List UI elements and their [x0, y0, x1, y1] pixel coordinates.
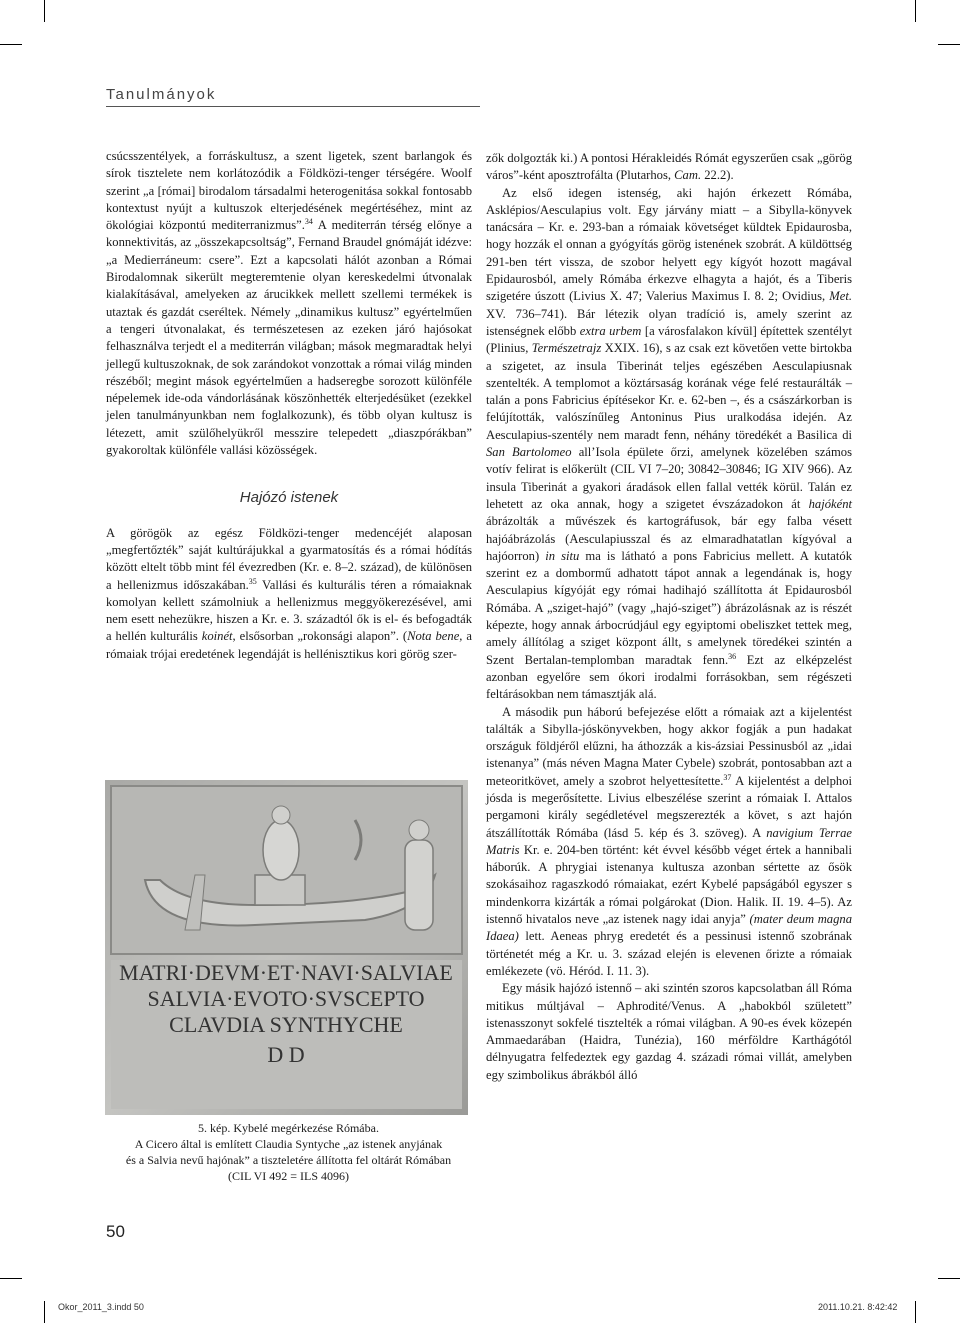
footnote-ref: 37 [723, 772, 732, 782]
italic-term: hajóként [808, 496, 852, 511]
text-run: XV. 736–741). Bár létezik olyan tradíció is, amely szerint az istenségnek előbb [486, 306, 852, 338]
paragraph [486, 704, 852, 981]
slug-timestamp: 2011.10.21. 8:42:42 [818, 1302, 898, 1312]
italic-term: in situ [545, 548, 580, 563]
text-run: lett. Aeneas phryg eredetét és a pessinusi istennő szobrának történetét még a Kr. u. 3. század elején is elevenen őrizte a rómaiak emlékezete (vö. Héród. I. 11. 3). [486, 929, 852, 978]
left-column [106, 148, 472, 663]
right-column [486, 150, 852, 1084]
text-run: A kijelentést a delphoi jósda is megerősítette. Livius elbeszélése szerint a rómaiak I. Attalos pergamoni király segédletével megszerezték a követ, s azt hajón átszállították Rómába (lásd 5. kép és 3. szöveg). A [486, 773, 852, 840]
crop-mark [0, 44, 22, 45]
text-run: Az első idegen istenség, aki hajón érkezett Rómába, Asklépios/Aesculapius volt. Egy járvány miatt – a Sibylla-könyvek tanácsára – Kr. e. 293-ban a rómaiak követséget küldtek Epidaurosba, hogy hozzák el onnan a gyógyítás görög istenének szobrát. A küldöttség 291-ben tért vissza, de szobor helyett egy kígyót hozott magával Epidaurosból, amely Rómába érkezve elhagyta a hajót, és a Tiberis szigetére úszott (Livius X. 47; Valerius Maximus I. 8. 2; Ovidius, [486, 185, 852, 304]
text-run: zők dolgozták ki.) A pontosi Hérakleidés Rómát egyszerűen csak „görög város”-ként aposztrofálta (Plutarhos, [486, 151, 852, 183]
inscription-line: D D [267, 1042, 305, 1067]
italic-term: San Bartolomeo [486, 445, 572, 460]
italic-term: Cam. [674, 168, 702, 183]
italic-term: Met. [829, 289, 852, 304]
crop-mark [915, 1301, 916, 1323]
text-run: ma is látható a pons Fabricius mellett. A kutatók szerint ez a dombormű adhatott tápot annak a legendának is, hogy Aesculapius kígyóját egy római hadihajó szállította át Epidaurosból Rómába. A „sziget-hajó” (vagy „hajó-sziget”) ábrázolásnak az is részét képezte, hogy annak árbocrúdjául egy egyiptomi obeliszket tettek meg, amely állítólag a sziget központ állt, s amelynek töredékei szintén a Szent Bertalan-templomban maradtak fenn. [486, 548, 852, 667]
italic-term: koinét [201, 629, 233, 644]
italic-term: Nota bene, [407, 629, 463, 644]
inscription-line: SALVIA·EVOTO·SVSCEPTO [147, 986, 425, 1011]
paragraph [486, 980, 852, 1084]
italic-term: navigium Terrae Matris [486, 825, 852, 857]
crop-mark [915, 0, 916, 22]
page-number: 50 [106, 1222, 125, 1241]
text-run: 22.2). [701, 168, 734, 183]
text-run: csúcsszentélyek, a forráskultusz, a szent ligetek, szent barlangok és sírok tisztelete nem korlátozódik a Földközi-tenger térségére. Woolf szerint „a [római] birodalom társadalmi heterogenitása sokkal fontosabb kontextust nyújt a kultuszok elterjedésének megértéséhez, mint az ökológiai központú mediterranizmus”. [106, 149, 472, 233]
paragraph [106, 525, 472, 663]
text-run: Vallási és kulturális téren a rómaiaknak komolyan kellett számolniuk a hellenizmus meggyökerezésével, ami nem esett nehezükre, hiszen a Kr. e. 3. századtól ők is el- és befogadták a hellén kulturális [106, 577, 472, 644]
relief-image [105, 780, 468, 1115]
crop-mark [0, 1278, 22, 1279]
text-run: Egy másik hajózó istennő – aki szintén szoros kapcsolatban áll Róma mitikus múltjával – Aphrodité/Venus. A „habokból született” istenasszonyt sokfelé tisztelték a római világban. A 90-es évek közepén Ammaedarában (Haidra, Tunézia), 160 mérföldre Karthágótól délnyugatra felfedeztek egy gazdag 4. századi római villát, amelyben egy szimbolikus ábrákból álló [486, 981, 852, 1082]
caption-line: A Cicero által is említett Claudia Syntyche „az istenek anyjának [134, 1137, 443, 1151]
italic-term: (mater deum magna Idaea) [486, 912, 852, 944]
text-run: A második pun háború befejezése előtt a rómaiak azt a kijelentést találták a Sibylla-jóskönyvekben, hogy akkor fogják a pun hadakat országuk földjéről elűzni, ha áthozzák a kis-ázsiai Pessinusból az „idai istenanya” (más néven Magna Mater Cybele) szobrát, pontosabban azt a meteoritkövet, amely a szobrot helyettesítette. [486, 704, 852, 788]
text-run: Kr. e. 204-ben történt: két évvel később véget értek a hannibali háborúk. A phrygiai istenanya kultusza azonban sértette az ősök szokásaihoz ragaszkodó rómaiakat, ezért Kybelé papságából egyszer s mindenkorra kizárták a római polgárokat (Dion. Halik. II. 19. 4–5). Az istennő hivatalos neve „az istenek nagy idai anyja” [486, 842, 852, 927]
figure-caption [102, 1120, 475, 1184]
crop-mark [938, 44, 960, 45]
text-run: [a városfalakon kívül] építettek szentélyt (Plinius, [486, 323, 852, 356]
text-run: , elsősorban „rokonsági alapon”. ( [232, 629, 408, 644]
footnote-ref: 34 [304, 217, 313, 226]
footnote-ref: 36 [728, 651, 737, 661]
slug-file: Okor_2011_3.indd 50 [58, 1302, 144, 1312]
footnote-ref: 35 [248, 576, 257, 586]
caption-line: (CIL VI 492 = ILS 4096) [227, 1169, 350, 1183]
section-name: Tanulmányok [106, 86, 217, 103]
caption-line: és a Salvia nevű hajónak” a tiszteletére állította fel oltárát Rómában [125, 1153, 452, 1167]
inscription-line: CLAVDIA SYNTHYCHE [169, 1012, 403, 1037]
text-run: A görögök az egész Földközi-tenger medencéjét alaposan „megfertőzték” saját kultúrájukkal a gyarmatosítás és a római hódítás között eltelt több mint fél évezredben (Kr. e. 8–2. század), de különösen a hellenizmus időszakában. [106, 525, 472, 592]
section-heading: Hajózó istenek [239, 489, 339, 507]
italic-term: extra urbem [579, 323, 642, 338]
text-run: Ezt az elképzelést azonban egyelőre sem ókori irodalmi forrásokban, sem régészeti feltárásokban nem támasztják alá. [486, 652, 852, 702]
text-run: XXIX. 16), s az csak ezt követően vette birtokba a szigetet, az insula Tiberinát teljes egészében Aesculapiusnak szentelték. A templomot a köztársaság korának vége felé restaurálták – talán a pons Fabricius építésekor Kr. e. 62-ben –, és a császárkorban is felújították, valószínűleg Antoninus Pius uralkodása idején. Az Aesculapius-szentély nem maradt fenn, néhány töredékét a Basilica di [486, 341, 852, 442]
text-run: a rómaiak trójai eredetének legendáját is hellénisztikus kori görög szer- [106, 629, 472, 661]
altar-relief-photo [105, 780, 468, 1115]
paragraph [106, 148, 472, 459]
running-header [106, 86, 480, 107]
paragraph [486, 185, 852, 704]
text-run: all’Isola épülete őrzi, amelynek közelében számos votív felirat is előkerült (CIL VI 7–20; 30842–30846; IG XIV 966). Az insula Tiberinát a gyakori áradások ellen fallal vették körül. Talán ez lehetett az oka annak, hogy a szigetet évszázadokon át [486, 445, 852, 511]
crop-mark [44, 1301, 45, 1323]
inscription-line: MATRI·DEVM·ET·NAVI·SALVIAE [119, 960, 453, 985]
paragraph [486, 150, 852, 185]
italic-term: Természetrajz [531, 341, 602, 356]
crop-mark [44, 0, 45, 22]
text-run: A mediterrán térség előnye a konnektivitás, az „összekapcsoltság”, Fernand Braudel gnómáját idézve: „a Medierráneum: csere”. Ezt a kapcsolati hálót azonban a Római Birodalomnak sikerült megteremtenie olyan kereskedelmi útvonalak kialakításával, amelyeken az árucikkek mellett szellemi termékek is utaztak és gazdát cseréltek. Némely „dinamikus kultusz” egyértelműen a tengeri útvonalakat, és természetesen az ezeken járó hajósokat felhasználva terjedt el a mediterrán világban; mások megmaradtak helyi jellegű kultuszoknak, de sok zarándokot vonzottak a római világ minden részéből; megint mások egyértelműen a hadseregbe sorozott különféle népelemek ide-oda vándorlásának köszönhették elterjedésüket (ezekkel jelen tanulmányunkban nem foglalkozunk), és több olyan kultusz is létezett, amit szülőhelyükről messzire telepedett „diaszpórákban” gyakoroltak különféle vallási közösségek. [106, 218, 472, 458]
text-run: ábrázolták a művészek és kartográfusok, bár egy falba vésett hajóábrázolás (Aesculapiusszal és az elmaradhatatlan kígyóval a hajóorron) [486, 514, 852, 563]
crop-mark [938, 1278, 960, 1279]
caption-line: 5. kép. Kybelé megérkezése Rómába. [198, 1121, 379, 1135]
